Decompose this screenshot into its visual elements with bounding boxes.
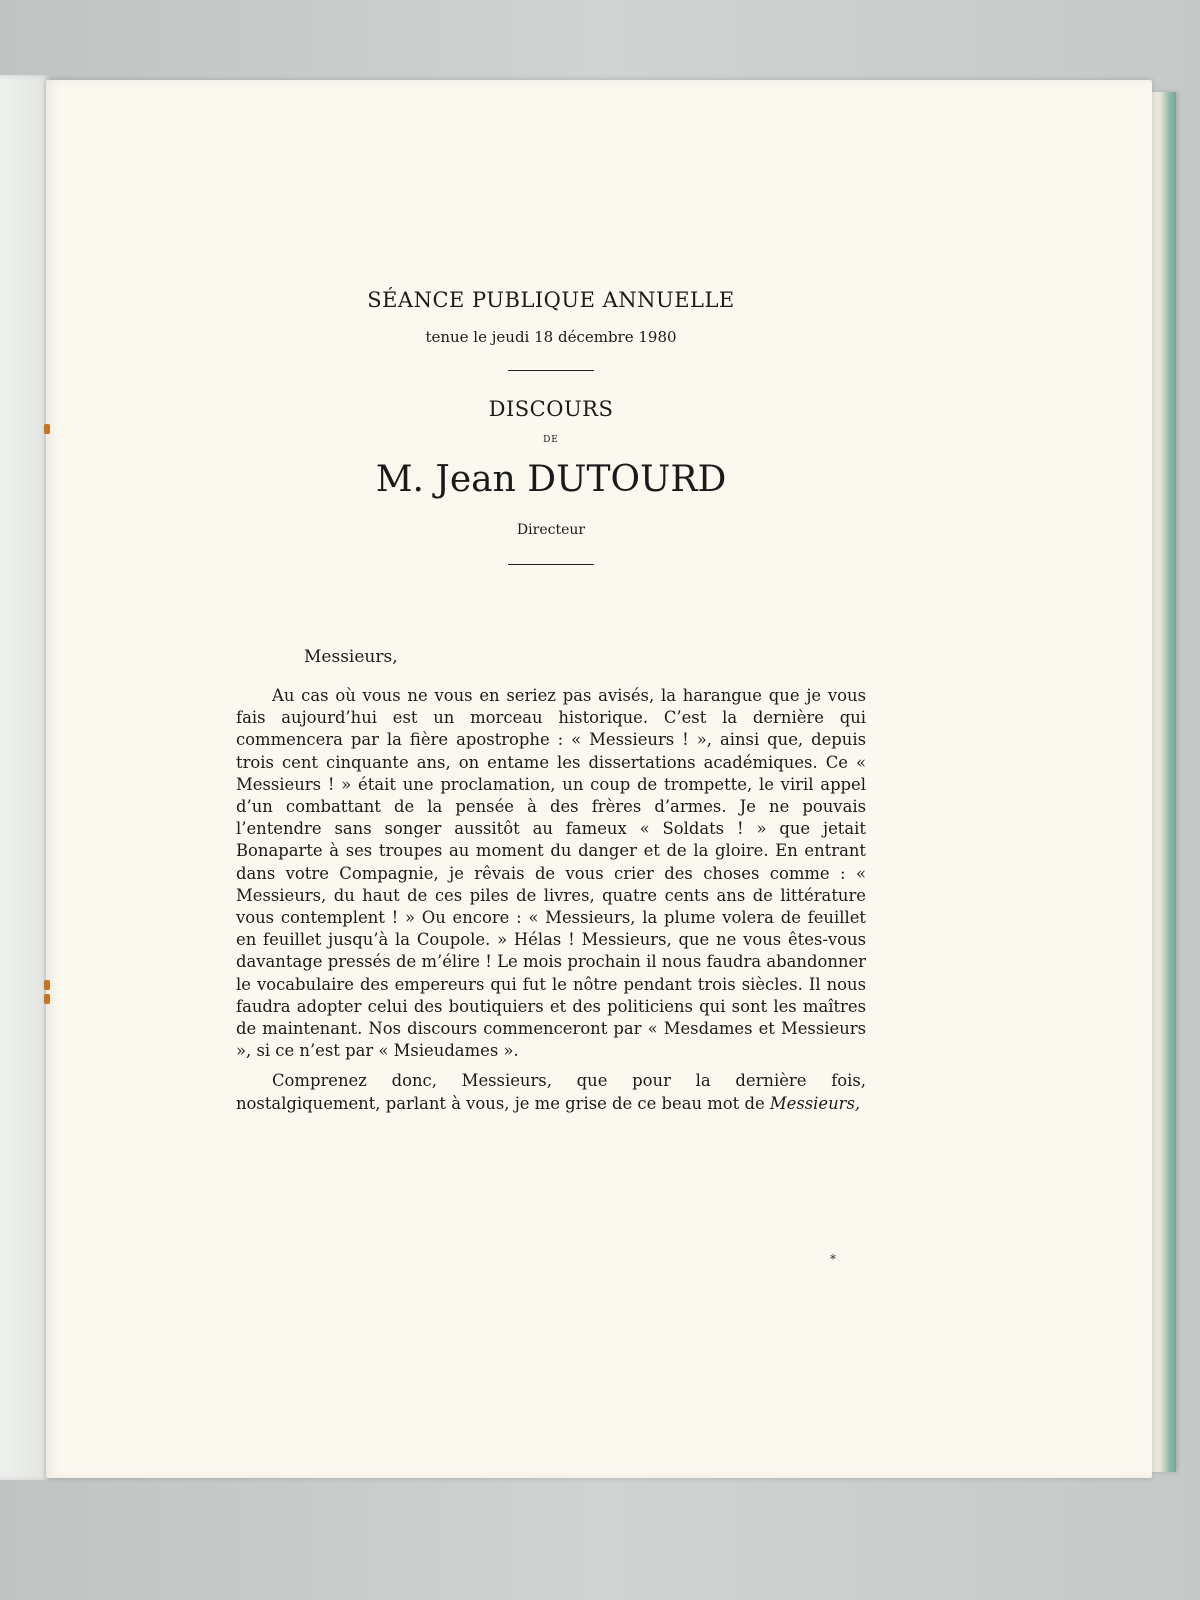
session-date: tenue le jeudi 18 décembre 1980 — [425, 328, 677, 346]
speaker-role: Directeur — [516, 522, 586, 538]
session-title: SÉANCE PUBLIQUE ANNUELLE — [367, 288, 735, 312]
page-marker: * — [830, 1252, 836, 1266]
binding-staple-mark — [44, 424, 50, 434]
speech-body — [236, 685, 866, 1115]
speech-preposition: DE — [543, 435, 559, 445]
paragraph: Au cas où vous ne vous en seriez pas avisés, la harangue que je vous fais aujourd’hui est un morceau historique. C’est la dernière qui commencera par la fière apostrophe : « Messieurs ! », ainsi que, depuis trois cent cinquante ans, on entame les dissertations académiques. Ce « Messieurs ! » était une proclamation, un coup de trompette, le viril appel d’un combattant de la pensée à des frères d’armes. Je ne pouvais l’entendre sans songer aussitôt au fameux « Soldats ! » que jetait Bonaparte à ses troupes au moment du danger et de la gloire. En entrant dans votre Compagnie, je rêvais de vous crier des choses comme : « Messieurs, du haut de ces piles de livres, quatre cents ans de littérature vous contemplent ! » Ou encore : « Messieurs, la plume volera de feuillet en feuillet jusqu’à la Coupole. » Hélas ! Messieurs, que ne vous êtes-vous davantage pressés de m’élire ! Le mois prochain il nous faudra abandonner le vocabulaire des empereurs qui fut le nôtre pendant trois siècles. Il nous faudra adopter celui des boutiquiers et des politiciens qui sont les maîtres de maintenant. Nos discours commenceront par « Mesdames et Messieurs », si ce n’est par « Msieudames ». — [236, 686, 866, 1061]
binding-staple-mark — [44, 980, 50, 990]
speaker-name: M. Jean DUTOURD — [375, 459, 727, 500]
page-stack-edge — [1150, 92, 1176, 1472]
left-page-edge — [0, 75, 52, 1480]
binding-staple-mark — [44, 994, 50, 1004]
italic-word: Messieurs, — [769, 1093, 861, 1113]
salutation: Messieurs, — [304, 647, 398, 667]
paragraph — [236, 1070, 866, 1114]
paragraph-text: Comprenez donc, Messieurs, que pour la dernière fois, nostalgiquement, parlant à vous, je me grise de ce beau mot de — [236, 1071, 866, 1113]
divider — [508, 564, 594, 565]
page-content — [236, 284, 866, 1115]
divider — [508, 370, 594, 371]
speech-title: DISCOURS — [488, 397, 614, 421]
